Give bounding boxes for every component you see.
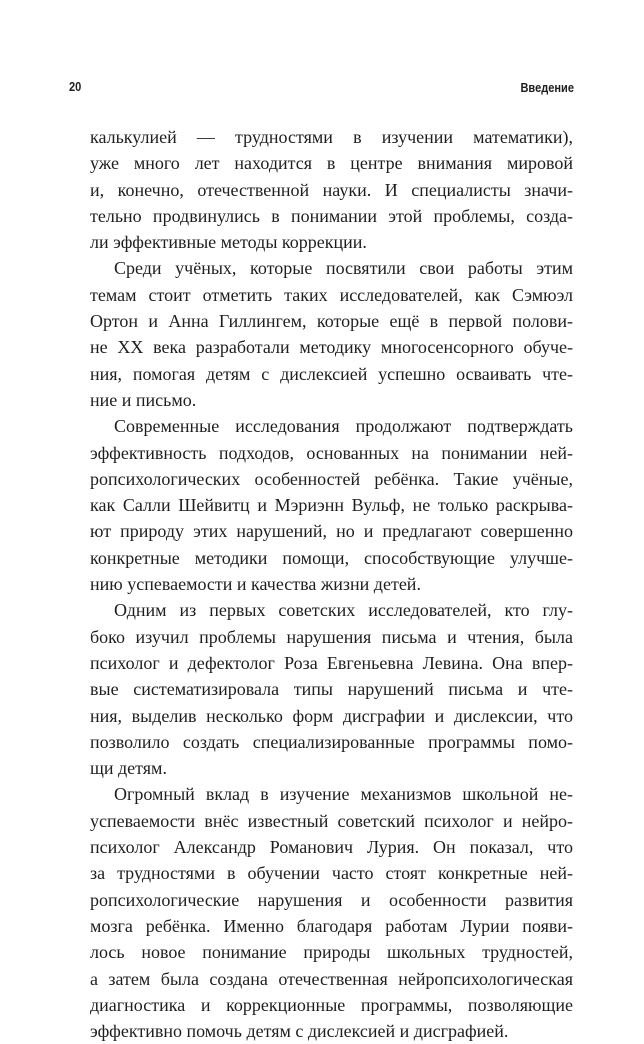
text-line: Среди учёных, которые посвятили свои работы этим <box>114 258 573 279</box>
paragraph <box>90 413 573 597</box>
text-line: лось новое понимание природы школьных трудностей, <box>90 942 573 963</box>
text-line: успеваемости внёс известный советский психолог и нейро- <box>90 810 573 831</box>
text-line: калькулией — трудностями в изучении математики), <box>90 127 573 147</box>
text-line: как Салли Шейвитц и Мэриэнн Вульф, не только раскрыва- <box>90 495 573 516</box>
paragraph <box>90 781 573 1044</box>
text-line: конкретные методики помощи, способствующие улучше- <box>90 547 573 568</box>
text-line: не XX века разработали методику многосенсорного обуче- <box>90 337 573 358</box>
text-line: вые систематизировала типы нарушений письма и чте- <box>90 679 573 700</box>
text-line: Огромный вклад в изучение механизмов школьной не- <box>114 784 573 805</box>
text-line: эффективно помочь детям с дислексией и дисграфией. <box>90 1021 509 1042</box>
body-text <box>90 124 573 1044</box>
text-line: и, конечно, отечественной науки. И специалисты значи- <box>90 179 573 200</box>
paragraph <box>90 255 573 413</box>
text-line: тельно продвинулись в понимании этой проблемы, созда- <box>90 205 573 226</box>
text-line: за трудностями в обучении часто стоят конкретные ней- <box>90 863 573 884</box>
text-line: ния, помогая детям с дислексией успешно осваивать чте- <box>90 363 573 384</box>
text-line: ние и письмо. <box>90 389 197 410</box>
text-line: боко изучил проблемы нарушения письма и чтения, была <box>90 626 573 647</box>
text-line: диагностика и коррекционные программы, позволяющие <box>90 994 573 1015</box>
text-line: Одним из первых советских исследователей, кто глу- <box>114 600 573 621</box>
text-line: уже много лет находится в центре внимания мировой <box>90 153 573 174</box>
text-line: Современные исследования продолжают подтверждать <box>114 416 573 437</box>
text-line: темам стоит отметить таких исследователей, как Сэмюэл <box>90 284 573 305</box>
text-line: эффективность подходов, основанных на понимании ней- <box>90 442 573 463</box>
text-line: щи детям. <box>90 758 167 779</box>
text-line: позволило создать специализированные программы помо- <box>90 731 573 752</box>
text-line: психолог Александр Романович Лурия. Он показал, что <box>90 837 573 858</box>
page-number: 20 <box>69 79 82 94</box>
text-line: а затем была создана отечественная нейропсихологическая <box>90 968 573 989</box>
text-line: ропсихологические нарушения и особенности развития <box>90 889 573 910</box>
text-line: ния, выделив несколько форм дисграфии и дислексии, что <box>90 705 573 726</box>
paragraph <box>90 597 573 781</box>
text-line: нию успеваемости и качества жизни детей. <box>90 574 421 595</box>
text-line: Ортон и Анна Гиллингем, которые ещё в первой полови- <box>90 311 573 332</box>
text-line: психолог и дефектолог Роза Евгеньевна Левина. Она впер- <box>90 652 573 673</box>
text-line: ют природу этих нарушений, но и предлагают совершенно <box>90 521 573 542</box>
text-line: ли эффективные методы коррекции. <box>90 232 367 253</box>
paragraph <box>90 124 573 255</box>
text-line: ропсихологических особенностей ребёнка. Такие учёные, <box>90 468 573 489</box>
text-line: мозга ребёнка. Именно благодаря работам Лурии появи- <box>90 915 573 936</box>
running-header: Введение <box>520 80 574 95</box>
